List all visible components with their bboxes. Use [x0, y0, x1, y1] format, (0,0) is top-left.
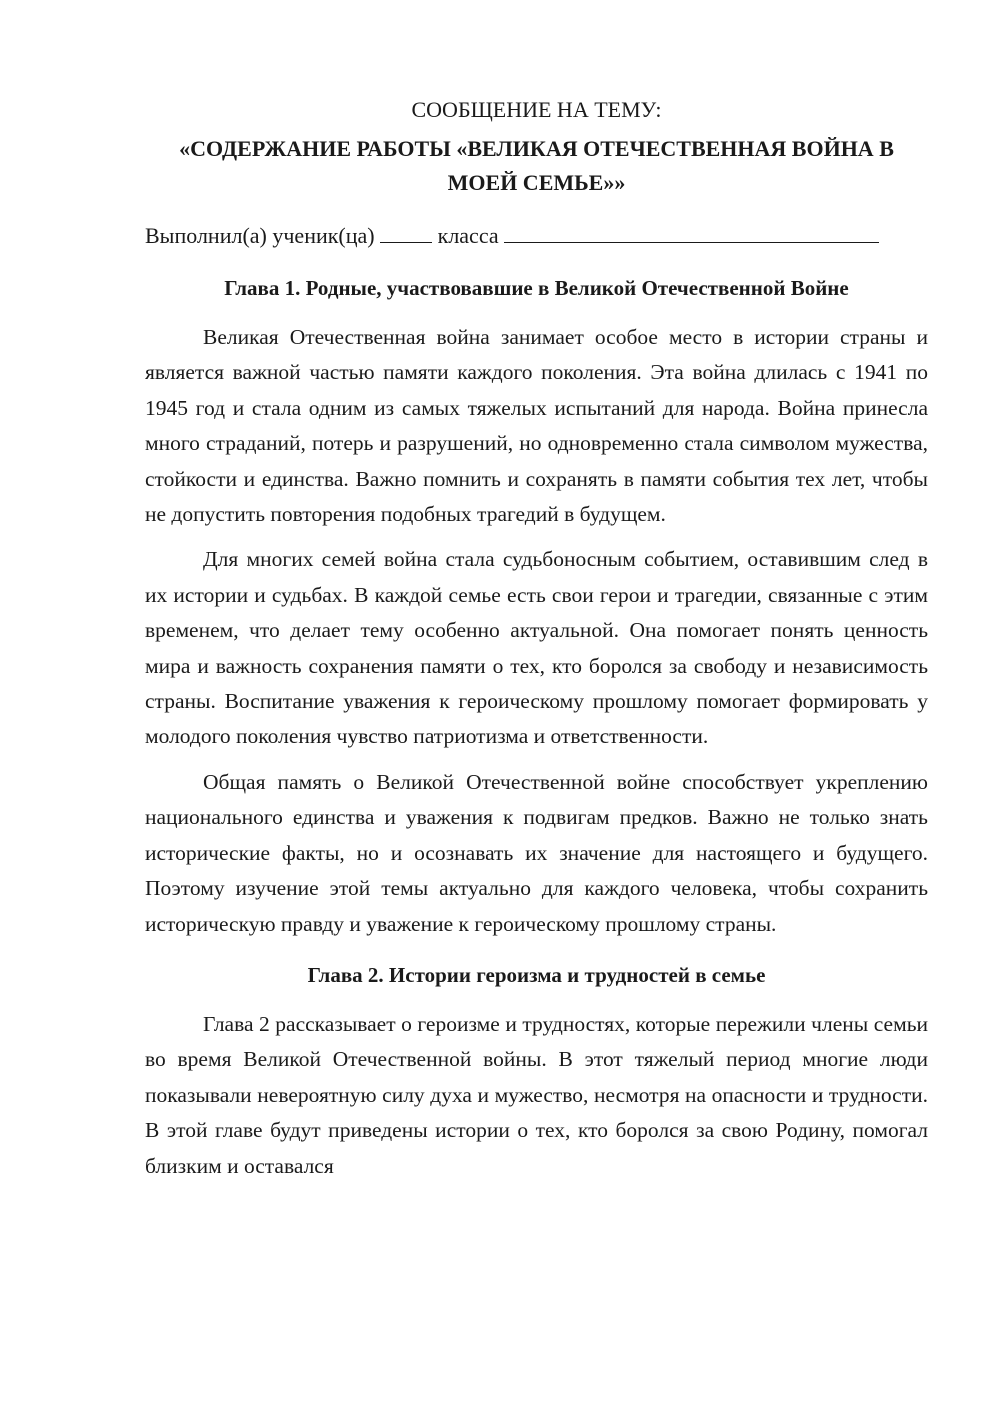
document-page [145, 92, 928, 1194]
class-number-blank [380, 220, 432, 243]
document-title: «СОДЕРЖАНИЕ РАБОТЫ «ВЕЛИКАЯ ОТЕЧЕСТВЕННАЯ ВОЙНА В МОЕЙ СЕМЬЕ»» [179, 136, 894, 195]
document-header: СООБЩЕНИЕ НА ТЕМУ: [411, 97, 662, 122]
chapter-2 [145, 960, 928, 1184]
class-label: класса [437, 223, 499, 248]
paragraph: Глава 2 рассказывает о героизме и трудностях, которые пережили члены семьи во время Великой Отечественной войны. В этот тяжелый период многие люди показывали невероятную силу духа и мужество, несмотря на опасности и трудности. В этой главе будут приведены истории о тех, кто боролся за свою Родину, помогал близким и оставался [145, 1011, 928, 1178]
student-name-blank [504, 220, 879, 243]
author-label: Выполнил(а) ученик(ца) [145, 223, 375, 248]
chapter-heading: Глава 2. Истории героизма и трудностей в семье [307, 962, 766, 987]
paragraph: Великая Отечественная война занимает особое место в истории страны и является важной частью памяти каждого поколения. Эта война длилась с 1941 по 1945 год и стала одним из самых тяжелых испытаний для народа. Война принесла много страданий, потерь и разрушений, но одновременно стала символом мужества, стойкости и единства. Важно помнить и сохранять в памяти события тех лет, чтобы не допустить повторения подобных трагедий в будущем. [145, 325, 928, 527]
author-line [145, 219, 928, 253]
chapter-1 [145, 273, 928, 942]
paragraph: Для многих семей война стала судьбоносным событием, оставившим след в их истории и судьбах. В каждой семье есть свои герои и трагедии, связанные с этим временем, что делает тему особенно актуальной. Она помогает понять ценность мира и важность сохранения памяти о тех, кто боролся за свободу и независимость страны. Воспитание уважения к героическому прошлому помогает формировать у молодого поколения чувство патриотизма и ответственности. [145, 547, 928, 749]
paragraph: Общая память о Великой Отечественной войне способствует укреплению национального единства и уважения к подвигам предков. Важно не только знать исторические факты, но и осознавать их значение для настоящего и будущего. Поэтому изучение этой темы актуально для каждого человека, чтобы сохранить историческую правду и уважение к героическому прошлому страны. [145, 769, 928, 936]
chapter-heading: Глава 1. Родные, участвовавшие в Великой Отечественной Войне [224, 276, 849, 300]
